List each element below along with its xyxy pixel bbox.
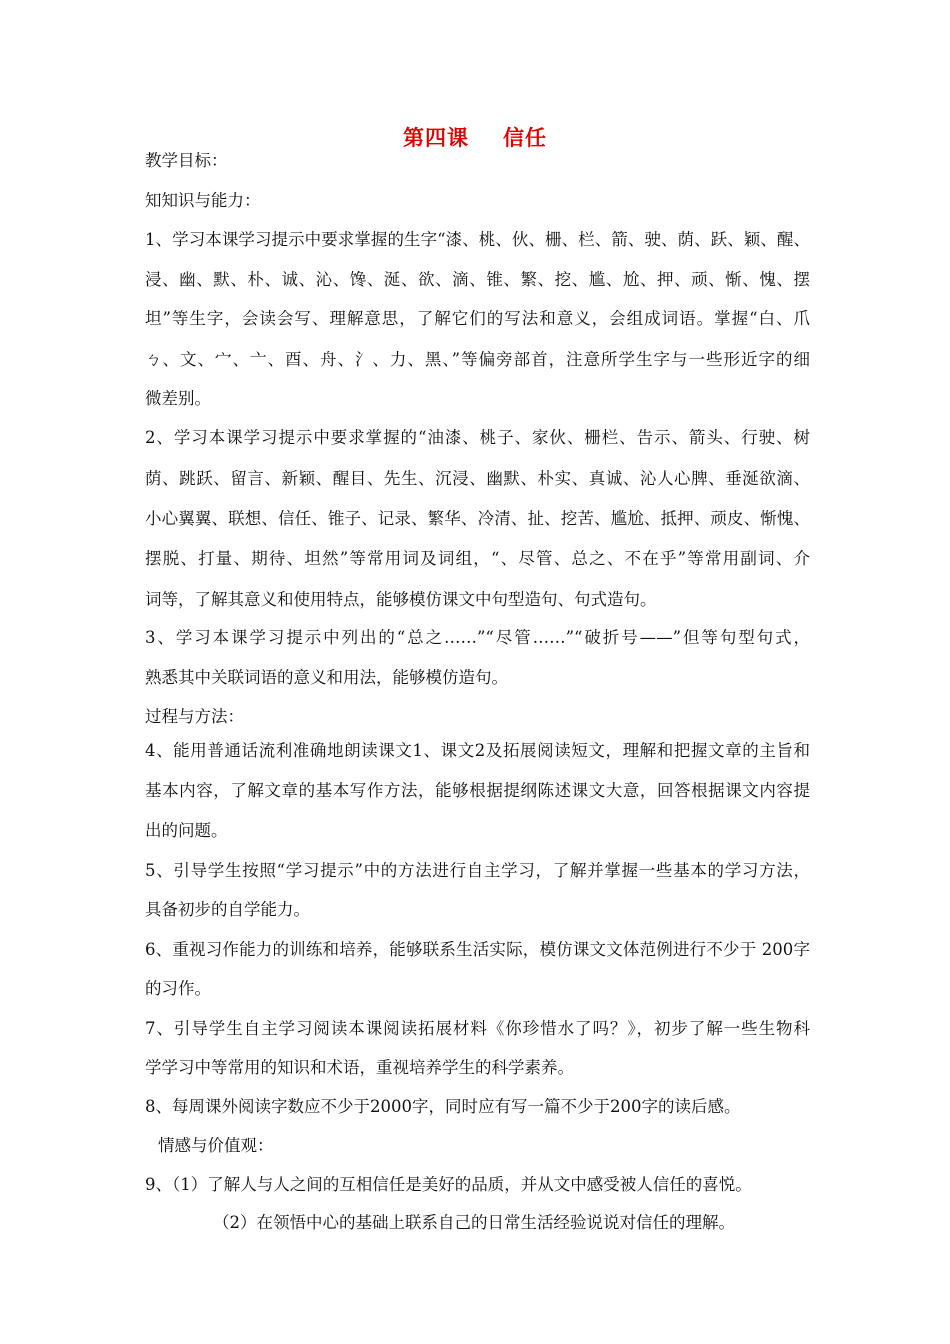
paragraph-line: ㄅ、文、宀、亠、酉、舟、氵、力、黑、”等偏旁部首，注意所学生字与一些形近字的细 xyxy=(145,350,810,369)
paragraph-line: 5、引导学生按照“学习提示”中的方法进行自主学习，了解并掌握一些基本的学习方法， xyxy=(145,861,810,880)
paragraph-line: 坦”等生字，会读会写、理解意思，了解它们的写法和意义，会组成词语。掌握“白、爪 xyxy=(145,309,810,328)
paragraph-line: （2）在领悟中心的基础上联系自己的日常生活经验说说对信任的理解。 xyxy=(213,1213,735,1232)
paragraph-line: 摆脱、打量、期待、坦然”等常用词及词组，“、尽管、总之、不在乎”等常用副词、介 xyxy=(145,549,810,568)
lesson-title xyxy=(0,122,950,152)
paragraph-line: 3、学习本课学习提示中列出的“总之……”“尽管……”“破折号——”但等句型句式， xyxy=(145,628,810,647)
paragraph-line: 学学习中等常用的知识和术语，重视培养学生的科学素养。 xyxy=(145,1058,574,1077)
paragraph-line: 出的问题。 xyxy=(145,821,228,840)
paragraph-line: 1、学习本课学习提示中要求掌握的生字“漆、桃、伙、栅、栏、箭、驶、荫、跃、颖、醒、 xyxy=(145,230,810,249)
heading-teaching-goals: 教学目标： xyxy=(145,151,228,170)
lesson-name: 信任 xyxy=(503,125,547,150)
lesson-number: 第四课 xyxy=(403,125,469,150)
paragraph-line: 8、每周课外阅读字数应不少于2000字，同时应有写一篇不少于200字的读后感。 xyxy=(145,1097,741,1116)
paragraph-line: 4、能用普通话流利准确地朗读课文1、课文2及拓展阅读短文，理解和把握文章的主旨和 xyxy=(145,741,810,760)
paragraph-line: 6、重视习作能力的训练和培养，能够联系生活实际，模仿课文文体范例进行不少于 200字 xyxy=(145,940,810,959)
paragraph-line: 具备初步的自学能力。 xyxy=(145,900,310,919)
paragraph-line: 荫、跳跃、留言、新颖、醒目、先生、沉浸、幽默、朴实、真诚、沁人心脾、垂涎欲滴、 xyxy=(145,469,810,488)
paragraph-line: 基本内容，了解文章的基本写作方法，能够根据提纲陈述课文大意，回答根据课文内容提 xyxy=(145,781,810,800)
paragraph-line: 9、（1）了解人与人之间的互相信任是美好的品质，并从文中感受被人信任的喜悦。 xyxy=(145,1175,752,1194)
paragraph-line: 浸、幽、默、朴、诚、沁、馋、涎、欲、滴、锥、繁、挖、尴、尬、押、顽、惭、愧、摆 xyxy=(145,270,810,289)
paragraph-line: 微差别。 xyxy=(145,389,211,408)
paragraph-line: 熟悉其中关联词语的意义和用法，能够模仿造句。 xyxy=(145,668,508,687)
paragraph-line: 的习作。 xyxy=(145,979,211,998)
heading-knowledge-ability: 知知识与能力： xyxy=(145,191,261,210)
paragraph-line: 小心翼翼、联想、信任、锥子、记录、繁华、冷清、扯、挖苦、尴尬、抵押、顽皮、惭愧、 xyxy=(145,509,810,528)
paragraph-line: 2、学习本课学习提示中要求掌握的“油漆、桃子、家伙、栅栏、告示、箭头、行驶、树 xyxy=(145,428,810,447)
heading-emotion-values: 情感与价值观： xyxy=(158,1136,274,1155)
heading-process-method: 过程与方法： xyxy=(145,707,244,726)
paragraph-line: 词等，了解其意义和使用特点，能够模仿课文中句型造句、句式造句。 xyxy=(145,590,657,609)
paragraph-line: 7、引导学生自主学习阅读本课阅读拓展材料《你珍惜水了吗？》，初步了解一些生物科 xyxy=(145,1019,810,1038)
